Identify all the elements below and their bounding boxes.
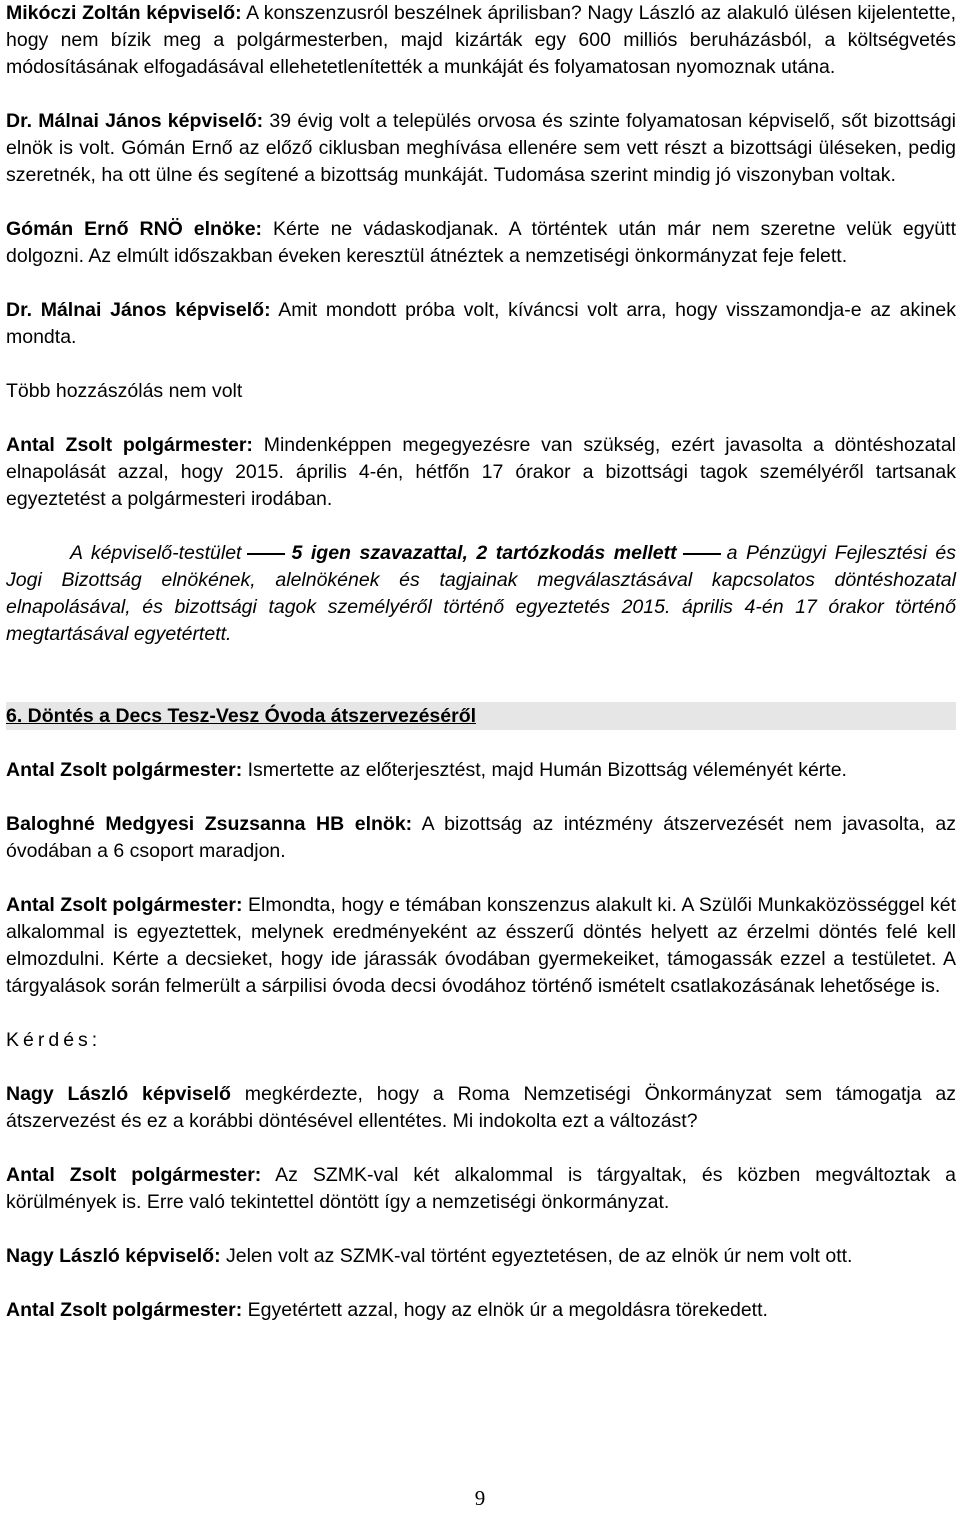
- section-title: 6. Döntés a Decs Tesz-Vesz Óvoda átszervezéséről: [6, 705, 477, 727]
- speaker-name: Dr. Málnai János képviselő:: [6, 110, 264, 132]
- paragraph-no-more-comments: Több hozzászólás nem volt: [6, 380, 243, 402]
- paragraph-mikoczi: [6, 0, 956, 81]
- paragraph-antal-1: [6, 432, 956, 513]
- speaker-name: Antal Zsolt polgármester:: [6, 434, 253, 456]
- document-page: [6, 0, 956, 1324]
- paragraph-text: Az SZMK-val két alkalommal is tárgyaltak, és közben megváltoztak a körülmények is. Erre való tekintettel döntött így a nemzetiségi önkormányzat.: [6, 1164, 956, 1213]
- speaker-name: Mikóczi Zoltán képviselő:: [6, 2, 242, 24]
- paragraph-baloghne: [6, 811, 956, 865]
- speaker-name: Antal Zsolt polgármester:: [6, 1164, 262, 1186]
- paragraph-text: Elmondta, hogy e témában konszenzus alakult ki. A Szülői Munkaközösséggel két alkalommal is egyeztettek, melynek eredményeként az ésszerű döntés helyett az érzelmi döntés felé kell elmozdulni. Kérte a decsieket, hogy ide járassák óvodában gyermekeiket, támogassák ezzel a testületet. A tárgyalások során felmerült a sárpilisi óvoda decsi óvodához történő ismételt csatlakozásának lehetősége is.: [6, 894, 956, 997]
- paragraph-nagy-2: [6, 1243, 956, 1270]
- paragraph-text: Jelen volt az SZMK-val történt egyeztetésen, de az elnök úr nem volt ott.: [220, 1245, 853, 1267]
- page-number: 9: [474, 1486, 486, 1510]
- paragraph-goman: [6, 216, 956, 270]
- paragraph-antal-5: [6, 1297, 956, 1324]
- speaker-name: Antal Zsolt polgármester:: [6, 1299, 243, 1321]
- question-label: Kérdés:: [6, 1029, 102, 1051]
- speaker-name: Nagy László képviselő: [6, 1083, 231, 1105]
- speaker-name: Dr. Málnai János képviselő:: [6, 299, 271, 321]
- paragraph-text: A konszenzusról beszélnek áprilisban? Nagy László az alakuló ülésen kijelentette, hogy nem bízik meg a polgármesterben, majd kizárták egy 600 milliós beruházásból, a költségvetés módosításának elfogadásával ellehetetlenítették a munkáját és folyamatosan nyomoznak utána.: [6, 2, 956, 78]
- paragraph-text: Ismertette az előterjesztést, majd Humán Bizottság véleményét kérte.: [242, 759, 847, 781]
- paragraph-malnai-1: [6, 108, 956, 189]
- paragraph-text: A bizottság az intézmény átszervezését nem javasolta, az óvodában a 6 csoport maradjon.: [6, 813, 956, 862]
- paragraph-antal-2: [6, 757, 956, 784]
- speaker-name: Antal Zsolt polgármester:: [6, 759, 243, 781]
- paragraph-text: Kérte ne vádaskodjanak. A történtek után már nem szeretne velük együtt dolgozni. Az elmúlt időszakban éveken keresztül átnéztek a nemzetiségi önkormányzat feje felett.: [6, 218, 956, 267]
- paragraph-text: Mindenképpen megegyezésre van szükség, ezért javasolta a döntéshozatal elnapolását azzal, hogy 2015. április 4-én, hétfőn 17 órakor a bizottsági tagok személyéről tartsanak egyeztetést a polgármesteri irodában.: [6, 434, 957, 510]
- resolution-paragraph: [6, 540, 956, 648]
- section-heading-bar: [6, 702, 956, 730]
- resolution-subject: A képviselő-testület: [70, 542, 242, 564]
- paragraph-text: 39 évig volt a település orvosa és szinte folyamatosan képviselő, sőt bizottsági elnök is volt. Gómán Ernő az előző ciklusban meghívása ellenére sem vett részt a bizottsági üléseken, pedig szeretnék, ha ott ülne és segítené a bizottság munkáját. Tudomása szerint mindig jó viszonyban voltak.: [6, 110, 956, 186]
- paragraph-malnai-2: [6, 297, 956, 351]
- resolution-text: a Pénzügyi Fejlesztési és Jogi Bizottság elnökének, alelnökének és tagjainak megválasztásával kapcsolatos döntéshozatal elnapolásával, és bizottsági tagok személyéről történő egyeztetés 2015. április 4-én 17 órakor történő megtartásával egyetértett.: [6, 542, 956, 645]
- paragraph-nagy-1: [6, 1081, 956, 1135]
- paragraph-antal-4: [6, 1162, 956, 1216]
- paragraph-text: megkérdezte, hogy a Roma Nemzetiségi Önkormányzat sem támogatja az átszervezést és ez a korábbi döntésével ellentétes. Mi indokolta ezt a változást?: [6, 1083, 956, 1132]
- dash-divider: [683, 553, 721, 555]
- speaker-name: Baloghné Medgyesi Zsuzsanna HB elnök:: [6, 813, 413, 835]
- speaker-name: Antal Zsolt polgármester:: [6, 894, 243, 916]
- paragraph-antal-3: [6, 892, 956, 1000]
- speaker-name: Nagy László képviselő:: [6, 1245, 221, 1267]
- resolution-vote: 5 igen szavazattal, 2 tartózkodás mellett: [291, 542, 677, 564]
- paragraph-text: Amit mondott próba volt, kíváncsi volt arra, hogy visszamondja-e az akinek mondta.: [6, 299, 956, 348]
- dash-divider: [247, 553, 285, 555]
- paragraph-text: Egyetértett azzal, hogy az elnök úr a megoldásra törekedett.: [242, 1299, 768, 1321]
- speaker-name: Gómán Ernő RNÖ elnöke:: [6, 218, 263, 240]
